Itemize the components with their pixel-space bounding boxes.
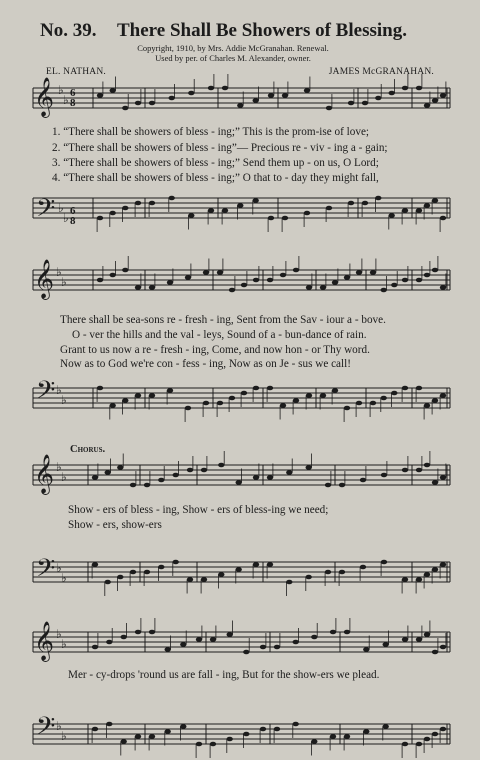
note-head — [416, 278, 422, 283]
note-head — [286, 580, 292, 585]
note-head — [402, 278, 408, 283]
note-head — [311, 635, 317, 640]
note-head — [381, 560, 387, 565]
note-head — [370, 401, 376, 406]
note-head — [106, 640, 112, 645]
note-head — [229, 396, 235, 401]
flat-icon: ♭ — [58, 201, 64, 215]
note-head — [243, 732, 249, 737]
note-head — [282, 216, 288, 221]
verse-3-lyric: 3. “There shall be showers of bless - ing;” Send them up - on us, O Lord; — [52, 157, 379, 169]
note-head — [135, 393, 141, 398]
note-head — [187, 577, 193, 582]
note-head — [260, 645, 266, 650]
flat-icon: ♭ — [61, 470, 67, 484]
note-head — [149, 734, 155, 739]
note-head — [121, 635, 127, 640]
note-head — [424, 203, 430, 208]
note-head — [149, 630, 155, 635]
note-head — [135, 201, 141, 206]
note-head — [218, 572, 224, 577]
note-head — [241, 283, 247, 288]
note-head — [383, 724, 389, 729]
note-head — [180, 724, 186, 729]
note-head — [274, 727, 280, 732]
note-head — [188, 91, 194, 96]
flat-icon: ♭ — [58, 83, 64, 97]
note-head — [210, 742, 216, 747]
note-head — [149, 201, 155, 206]
flat-icon: ♭ — [56, 561, 62, 575]
flat-icon: ♭ — [61, 275, 67, 289]
note-head — [253, 562, 259, 567]
note-head — [135, 285, 141, 290]
bass-clef-icon: 𝄢 — [36, 555, 56, 588]
note-head — [432, 732, 438, 737]
note-head — [402, 742, 408, 747]
treble-clef-icon: 𝄞 — [34, 456, 55, 493]
note-head — [130, 483, 136, 488]
note-head — [325, 483, 331, 488]
note-head — [286, 470, 292, 475]
note-head — [424, 403, 430, 408]
note-head — [196, 637, 202, 642]
verse-4-lyric-cont: Now as to God we're con - fess - ing, Now as on Je - sus we call! — [60, 358, 351, 370]
note-head — [144, 483, 150, 488]
note-head — [416, 468, 422, 473]
flat-icon: ♭ — [61, 729, 67, 743]
flat-icon: ♭ — [56, 383, 62, 397]
note-head — [201, 577, 207, 582]
note-head — [97, 93, 103, 98]
note-head — [344, 734, 350, 739]
note-head — [356, 401, 362, 406]
flat-icon: ♭ — [61, 637, 67, 651]
note-head — [363, 729, 369, 734]
note-head — [268, 93, 274, 98]
note-head — [196, 742, 202, 747]
treble-clef-icon: 𝄞 — [34, 79, 55, 116]
flat-icon: ♭ — [56, 265, 62, 279]
note-head — [97, 386, 103, 391]
note-head — [306, 393, 312, 398]
note-head — [268, 216, 274, 221]
note-head — [208, 86, 214, 91]
note-head — [424, 463, 430, 468]
note-head — [110, 273, 116, 278]
music-author: JAMES McGRANAHAN. — [328, 67, 434, 77]
flat-icon: ♭ — [56, 627, 62, 641]
treble-clef-icon: 𝄞 — [34, 261, 55, 298]
note-head — [92, 727, 98, 732]
copyright-line: Copyright, 1910, by Mrs. Addie McGranahan. Renewal. — [137, 43, 329, 53]
note-head — [424, 273, 430, 278]
note-head — [402, 86, 408, 91]
note-head — [416, 577, 422, 582]
note-head — [253, 475, 259, 480]
note-head — [424, 572, 430, 577]
note-head — [173, 473, 179, 478]
note-head — [280, 273, 286, 278]
note-head — [167, 280, 173, 285]
note-head — [217, 270, 223, 275]
note-head — [432, 480, 438, 485]
note-head — [218, 463, 224, 468]
note-head — [424, 632, 430, 637]
note-head — [253, 98, 259, 103]
note-head — [344, 406, 350, 411]
note-head — [416, 637, 422, 642]
note-head — [362, 201, 368, 206]
note-head — [363, 647, 369, 652]
note-head — [440, 216, 446, 221]
note-head — [97, 216, 103, 221]
note-head — [243, 650, 249, 655]
note-head — [306, 285, 312, 290]
note-head — [92, 562, 98, 567]
note-head — [356, 270, 362, 275]
note-head — [311, 739, 317, 744]
note-head — [370, 270, 376, 275]
note-head — [253, 198, 259, 203]
note-head — [267, 562, 273, 567]
hymn-title: There Shall Be Showers of Blessing. — [117, 20, 407, 41]
note-head — [416, 86, 422, 91]
note-head — [304, 88, 310, 93]
note-head — [267, 386, 273, 391]
note-head — [158, 565, 164, 570]
note-head — [440, 285, 446, 290]
note-head — [135, 630, 141, 635]
note-head — [332, 388, 338, 393]
note-head — [293, 398, 299, 403]
note-head — [375, 96, 381, 101]
note-head — [389, 213, 395, 218]
note-head — [122, 398, 128, 403]
note-head — [110, 88, 116, 93]
note-head — [188, 213, 194, 218]
note-head — [97, 278, 103, 283]
note-head — [348, 201, 354, 206]
bass-clef-icon: 𝄢 — [36, 377, 56, 410]
note-head — [440, 562, 446, 567]
flat-icon: ♭ — [56, 460, 62, 474]
note-head — [208, 208, 214, 213]
note-head — [122, 206, 128, 211]
note-head — [416, 742, 422, 747]
note-head — [130, 570, 136, 575]
note-head — [432, 198, 438, 203]
verse-2-lyric: 2. “There shall be showers of bless - ing”— Precious re - viv - ing a - gain; — [52, 142, 388, 154]
note-head — [375, 196, 381, 201]
flat-icon: ♭ — [63, 93, 69, 107]
note-head — [236, 480, 242, 485]
note-head — [320, 285, 326, 290]
note-head — [92, 645, 98, 650]
permission-line: Used by per. of Charles M. Alexander, owner. — [155, 53, 311, 63]
hymn-number: No. 39. — [40, 20, 97, 41]
note-head — [185, 275, 191, 280]
note-head — [402, 468, 408, 473]
time-signature: 6 8 — [70, 87, 76, 109]
note-head — [325, 570, 331, 575]
note-head — [267, 278, 273, 283]
note-head — [416, 208, 422, 213]
note-head — [360, 565, 366, 570]
note-head — [424, 103, 430, 108]
note-head — [402, 386, 408, 391]
note-head — [293, 640, 299, 645]
note-head — [282, 93, 288, 98]
note-head — [187, 468, 193, 473]
note-head — [260, 727, 266, 732]
note-head — [344, 275, 350, 280]
flat-icon: ♭ — [63, 211, 69, 225]
note-head — [173, 560, 179, 565]
note-head — [344, 630, 350, 635]
verse-1-lyric-cont: There shall be sea-sons re - fresh - ing, Sent from the Sav - iour a - bove. — [60, 314, 386, 326]
note-head — [440, 93, 446, 98]
note-head — [360, 478, 366, 483]
note-head — [149, 393, 155, 398]
note-head — [169, 96, 175, 101]
note-head — [201, 468, 207, 473]
note-head — [222, 86, 228, 91]
note-head — [293, 722, 299, 727]
flat-icon: ♭ — [61, 393, 67, 407]
note-head — [110, 403, 116, 408]
note-head — [149, 101, 155, 106]
note-head — [440, 727, 446, 732]
note-head — [416, 386, 422, 391]
note-head — [267, 475, 273, 480]
note-head — [149, 285, 155, 290]
note-head — [122, 268, 128, 273]
note-head — [210, 637, 216, 642]
note-head — [280, 403, 286, 408]
note-head — [241, 391, 247, 396]
time-signature: 6 8 — [70, 205, 76, 227]
note-head — [440, 393, 446, 398]
note-head — [165, 647, 171, 652]
chorus-label: Chorus. — [70, 444, 106, 455]
note-head — [222, 208, 228, 213]
note-head — [122, 106, 128, 111]
note-head — [383, 642, 389, 647]
treble-clef-icon: 𝄞 — [34, 623, 55, 660]
note-head — [326, 206, 332, 211]
flat-icon: ♭ — [56, 719, 62, 733]
note-head — [339, 570, 345, 575]
note-head — [362, 101, 368, 106]
note-head — [180, 642, 186, 647]
note-head — [92, 475, 98, 480]
note-head — [105, 580, 111, 585]
note-head — [237, 103, 243, 108]
note-head — [274, 645, 280, 650]
note-head — [117, 465, 123, 470]
note-head — [440, 645, 446, 650]
verse-4-lyric: 4. “There shall be showers of bless - ing;” O that to - day they might fall, — [52, 172, 379, 184]
note-head — [293, 268, 299, 273]
note-head — [110, 211, 116, 216]
note-head — [432, 650, 438, 655]
note-head — [432, 98, 438, 103]
note-head — [229, 288, 235, 293]
note-head — [432, 567, 438, 572]
note-head — [391, 283, 397, 288]
note-head — [106, 722, 112, 727]
note-head — [389, 91, 395, 96]
note-head — [165, 729, 171, 734]
note-head — [326, 106, 332, 111]
verse-2-lyric-cont: O - ver the hills and the val - leys, Sound of a - bun-dance of rain. — [72, 329, 367, 341]
note-head — [432, 398, 438, 403]
note-head — [330, 734, 336, 739]
note-head — [144, 570, 150, 575]
chorus-lyric-3: Mer - cy-drops 'round us are fall - ing, But for the show-ers we plead. — [68, 669, 380, 681]
note-head — [304, 211, 310, 216]
note-head — [381, 288, 387, 293]
note-head — [432, 268, 438, 273]
verse-1-lyric: 1. “There shall be showers of bless - ing;” This is the prom-ise of love; — [52, 126, 370, 138]
note-head — [135, 734, 141, 739]
words-author: EL. NATHAN. — [46, 67, 106, 77]
note-head — [121, 739, 127, 744]
note-head — [402, 577, 408, 582]
note-head — [169, 196, 175, 201]
note-head — [402, 637, 408, 642]
chorus-lyric-1: Show - ers of bless - ing, Show - ers of bless-ing we need; — [68, 504, 329, 516]
note-head — [306, 465, 312, 470]
note-head — [320, 393, 326, 398]
chorus-lyric-2: Show - ers, show-ers — [68, 519, 162, 531]
note-head — [253, 386, 259, 391]
verse-3-lyric-cont: Grant to us now a re - fresh - ing, Come, and now hon - or Thy word. — [60, 344, 370, 356]
note-head — [402, 208, 408, 213]
bass-clef-icon: 𝄢 — [36, 713, 56, 746]
note-head — [236, 567, 242, 572]
note-head — [185, 406, 191, 411]
note-head — [203, 270, 209, 275]
note-head — [253, 278, 259, 283]
note-head — [117, 575, 123, 580]
note-head — [391, 391, 397, 396]
note-head — [105, 470, 111, 475]
note-head — [348, 101, 354, 106]
note-head — [217, 401, 223, 406]
flat-icon: ♭ — [61, 571, 67, 585]
note-head — [227, 737, 233, 742]
note-head — [332, 280, 338, 285]
bass-clef-icon: 𝄢 — [36, 195, 56, 228]
note-head — [237, 203, 243, 208]
note-head — [424, 737, 430, 742]
note-head — [306, 575, 312, 580]
note-head — [203, 401, 209, 406]
note-head — [381, 396, 387, 401]
note-head — [135, 101, 141, 106]
note-head — [158, 478, 164, 483]
note-head — [167, 388, 173, 393]
note-head — [440, 475, 446, 480]
note-head — [339, 483, 345, 488]
note-head — [227, 632, 233, 637]
note-head — [330, 630, 336, 635]
note-head — [381, 473, 387, 478]
